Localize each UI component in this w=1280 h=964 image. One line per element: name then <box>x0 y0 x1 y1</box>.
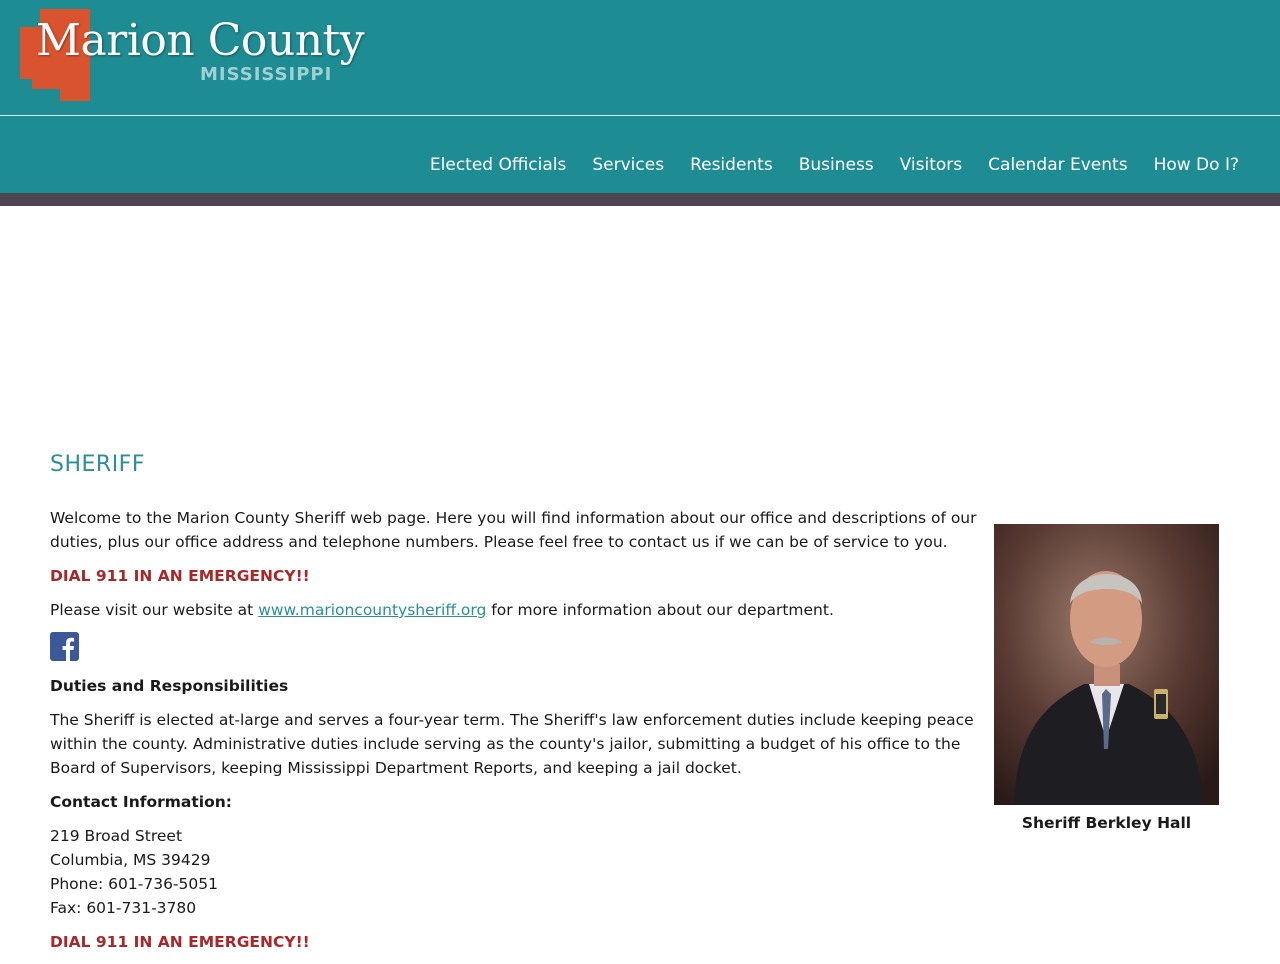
logo-title: Marion County <box>36 15 365 66</box>
address-line-2: Columbia, MS 39429 <box>50 851 211 869</box>
emergency-notice: DIAL 911 IN AN EMERGENCY!! <box>50 567 310 585</box>
contact-block <box>50 824 985 920</box>
phone-number: Phone: 601-736-5051 <box>50 875 218 893</box>
nav-item-visitors[interactable]: Visitors <box>899 155 963 175</box>
sheriff-portrait <box>994 524 1219 805</box>
logo-subtitle: MISSISSIPPI <box>200 64 333 85</box>
page-title: SHERIFF <box>50 452 145 477</box>
header-divider <box>0 115 1280 116</box>
nav-item-business[interactable]: Business <box>798 155 874 175</box>
nav-item-services[interactable]: Services <box>592 155 665 175</box>
address-line-1: 219 Broad Street <box>50 827 183 845</box>
duties-heading: Duties and Responsibilities <box>50 677 289 695</box>
photo-caption: Sheriff Berkley Hall <box>1021 814 1192 832</box>
sheriff-website-link[interactable]: www.marioncountysheriff.org <box>258 601 487 619</box>
fax-number: Fax: 601-731-3780 <box>50 899 197 917</box>
nav-item-how-do-i[interactable]: How Do I? <box>1153 155 1239 175</box>
site-logo[interactable] <box>18 9 365 104</box>
article-body <box>50 506 985 964</box>
nav-item-calendar-events[interactable]: Calendar Events <box>988 155 1128 175</box>
sheriff-photo-block <box>994 524 1219 832</box>
header-band <box>0 193 1280 206</box>
intro-paragraph: Welcome to the Marion County Sheriff web page. Here you will find information about our office and descriptions of our duties, plus our office address and telephone numbers. Please feel free to contact us if we can be of service to you. <box>50 509 977 551</box>
emergency-notice-footer: DIAL 911 IN AN EMERGENCY!! <box>50 933 310 951</box>
nav-item-residents[interactable]: Residents <box>690 155 773 175</box>
duties-paragraph: The Sheriff is elected at-large and serves a four-year term. The Sheriff's law enforcement duties include keeping peace within the county. Administrative duties include serving as the county's jailor, submitting a budget of his office to the Board of Supervisors, keeping Mississippi Department Reports, and keeping a jail docket. <box>50 711 974 777</box>
visit-suffix: for more information about our department. <box>486 601 834 619</box>
website-paragraph <box>50 598 985 622</box>
facebook-icon[interactable] <box>50 632 79 661</box>
main-nav <box>430 153 1239 177</box>
nav-item-elected-officials[interactable]: Elected Officials <box>429 155 567 175</box>
site-header <box>0 0 1280 206</box>
contact-heading: Contact Information: <box>50 793 232 811</box>
visit-prefix: Please visit our website at <box>50 601 259 619</box>
